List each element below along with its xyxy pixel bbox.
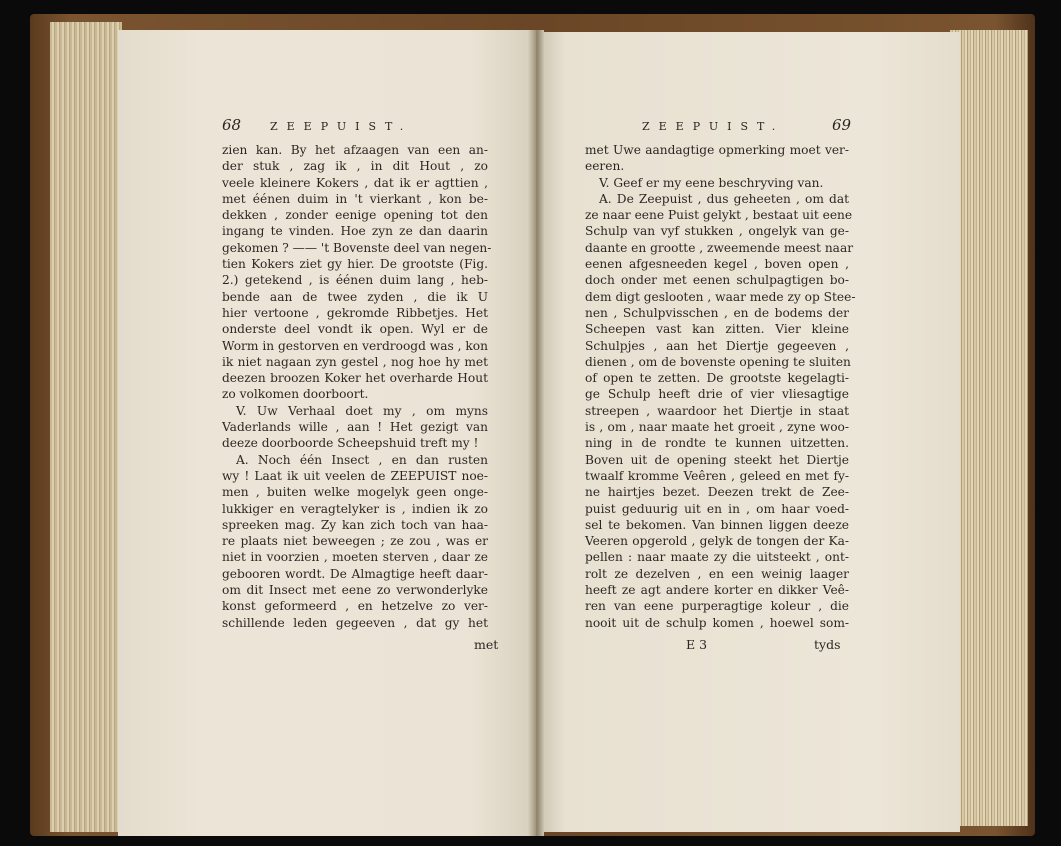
text-line: wy ! Laat ik uit veelen de ZEEPUIST noe- [222,468,488,483]
text-line: Schulpjes , aan het Diertje gegeeven , [585,338,849,353]
text-line: ning in de rondte te kunnen uitzetten. [585,436,849,451]
text-line: twaalf kromme Veêren , geleed en met fy- [585,468,849,483]
text-line: V. Geef er my eene beschryving van. [599,175,824,190]
right-signature: E 3 [686,637,708,652]
text-line: heeft ze agt andere korter en dikker Veê- [585,583,849,598]
text-line: is , om , naar maate het groeit , zyne woo- [585,420,849,435]
text-line: Boven uit de opening steekt het Diertje [585,452,849,467]
text-line: ik niet nagaan zyn gestel , nog hoe hy met [222,354,488,369]
text-line: tien Kokers ziet gy hier. De grootste (Fig. [222,257,488,272]
text-line: met éénen duim in 't vierkant , kon be- [222,191,488,206]
text-line: nen , Schulpvisschen , en de bodems der [585,305,849,320]
text-line: Vaderlands wille , aan ! Het gezigt van [222,420,488,435]
text-line: eenen afgesneeden kegel , boven open , [585,257,849,272]
right-catchword: tyds [814,637,841,652]
text-line: ren van eene purperagtige koleur , die [585,599,849,614]
text-line: zo volkomen doorboort. [222,387,369,402]
text-line: ze naar eene Puist gelykt , bestaat uit eene [585,208,853,223]
text-line: veele kleinere Kokers , dat ik er agttien , [222,175,488,190]
text-line: Schulp van vyf stukken , ongelyk van ge- [585,224,849,239]
text-line: bende aan de twee zyden , die ik U [222,289,488,304]
text-line: 2.) getekend , is éénen duim lang , heb- [222,273,488,288]
right-running-head: ZEEPUIST. [642,120,785,133]
text-line: deezen broozen Koker het overharde Hout [222,371,488,386]
text-line: dienen , om de bovenste opening te sluiten [585,354,851,369]
text-line: daante en grootte , zweemende meest naar [585,240,854,255]
text-line: Scheepen vast kan zitten. Vier kleine [585,322,849,337]
left-catchword: met [474,637,499,652]
text-line: Worm in gestorven en verdroogd was , kon [222,338,488,353]
text-line: met Uwe aandagtige opmerking moet ver- [585,143,849,157]
text-line: gekomen ? —— 't Bovenste deel van negen- [222,240,492,255]
text-line: re plaats niet beweegen ; ze zou , was er [222,534,488,549]
right-page-number: 69 [832,116,852,134]
text-line: streepen , waardoor het Diertje in staat [585,403,849,418]
right-page-text [585,142,856,631]
text-line: deeze doorboorde Scheepshuid treft my ! [222,436,479,451]
left-running-head: ZEEPUIST. [270,120,413,133]
text-line: schillende leden gegeeven , dat gy het [222,615,488,630]
text-line: sel te bekomen. Van binnen liggen deeze [585,517,849,532]
text-line: ge Schulp heeft drie of vier vliesagtige [585,387,849,402]
text-line: pellen : naar maate zy die uitsteekt , ont- [585,550,849,565]
book-gutter [528,30,544,836]
text-line: spreeken mag. Zy kan zich toch van haa- [222,517,488,532]
text-line: nooit uit de schulp komen , hoewel som- [585,615,849,630]
text-line: A. De Zeepuist , dus geheeten , om dat [599,191,849,206]
text-line: Veeren opgerold , gelyk de tongen der Ka- [585,534,849,549]
text-line: dem digt geslooten , waar mede zy op Stee- [585,289,856,304]
text-line: men , buiten welke mogelyk geen onge- [222,485,488,500]
left-page-text [222,142,492,631]
text-line: hier vertoone , gekromde Ribbetjes. Het [222,305,488,320]
text-line: konst geformeerd , en hetzelve zo ver- [222,599,488,614]
text-line: rolt ze dezelven , en een weinig laager [585,566,849,581]
text-line: doch onder met eenen schulpagtigen bo- [585,273,849,288]
text-line: niet in voorzien , moeten sterven , daar ze [222,550,488,565]
text-line: gebooren wordt. De Almagtige heeft daar- [222,566,488,581]
text-line: puist geduurig uit en in , om haar voed- [585,501,849,516]
text-line: eeren. [585,159,625,174]
right-page-edges [950,30,1028,826]
text-line: onderste deel vondt ik open. Wyl er de [222,322,488,337]
text-line: zien kan. By het afzaagen van een an- [222,143,488,157]
left-page-edges [50,22,122,832]
text-line: lukkiger en veragtelyker is , indien ik zo [222,501,488,516]
text-line: of open te zetten. De grootste kegelagti- [585,371,849,386]
text-line: om dit Insect met eene zo verwonderlyke [222,583,488,598]
text-line: ne hairtjes bezet. Deezen trekt de Zee- [585,485,849,500]
text-line: A. Noch één Insect , en dan rusten [236,452,488,467]
text-line: V. Uw Verhaal doet my , om myns [236,403,488,418]
left-page-number: 68 [222,116,242,134]
text-line: der stuk , zag ik , in dit Hout , zo [222,159,488,174]
text-line: ingang te vinden. Hoe zyn ze dan daarin [222,224,488,239]
text-line: dekken , zonder eenige opening tot den [222,208,488,223]
